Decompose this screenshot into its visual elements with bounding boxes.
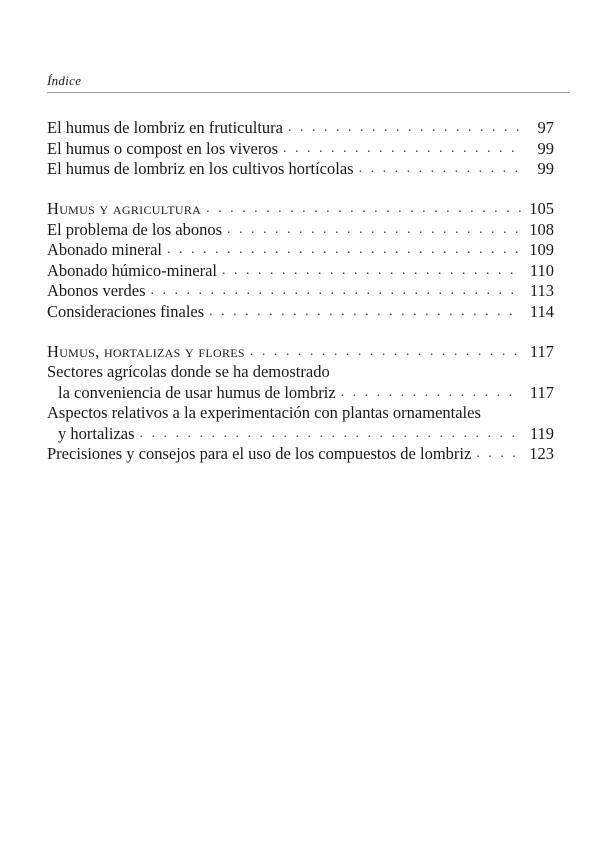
- dot-leader: [250, 342, 521, 363]
- dot-leader: [206, 199, 521, 220]
- dot-leader: [283, 139, 521, 160]
- toc-section-heading: [47, 199, 554, 220]
- toc-entry-page: 109: [529, 240, 554, 259]
- dot-leader: [288, 118, 521, 139]
- toc-entry-page: 113: [529, 281, 554, 300]
- dot-leader: [476, 444, 521, 465]
- toc-entry-page: 114: [529, 301, 554, 321]
- toc-entry-label: Precisiones y consejos para el uso de los compuestos de lombriz: [47, 444, 472, 463]
- toc-entry-page: 99: [537, 159, 554, 178]
- toc-heading-page: 105: [529, 199, 554, 218]
- dot-leader: [140, 424, 521, 445]
- dot-leader: [209, 302, 521, 323]
- toc-entry-page: 110: [529, 260, 554, 280]
- toc-entry-line2: y hortalizas: [58, 423, 135, 443]
- toc-entry: [47, 302, 554, 323]
- toc-entry-page: 119: [529, 423, 554, 443]
- toc-entry-continuation: [47, 383, 554, 404]
- dot-leader: [222, 261, 521, 282]
- dot-leader: [227, 220, 521, 241]
- toc-entry: [47, 159, 554, 180]
- toc-entry: [47, 444, 554, 465]
- dot-leader: [151, 281, 521, 302]
- toc-heading-page: 117: [529, 341, 554, 361]
- toc-entry: [47, 281, 554, 302]
- toc-entry-multiline: [47, 403, 554, 444]
- dot-leader: [341, 383, 521, 404]
- toc-section-heading: [47, 342, 554, 363]
- toc-entry: [47, 118, 554, 139]
- toc-entry: [47, 240, 554, 261]
- toc-entry-label: Consideraciones finales: [47, 301, 205, 321]
- toc-entry-label: Abonos verdes: [47, 281, 146, 300]
- toc-entry-continuation: [47, 424, 554, 445]
- toc-entry-label: Abonado mineral: [47, 240, 163, 259]
- toc-entry: [47, 261, 554, 282]
- toc-entry-page: 99: [537, 138, 554, 158]
- toc-entry-label: El humus de lombriz en los cultivos hortícolas: [47, 159, 354, 178]
- dot-leader: [167, 240, 521, 261]
- toc-entry-page: 117: [529, 382, 554, 402]
- toc-entry-line2: la conveniencia de usar humus de lombriz: [58, 382, 336, 402]
- toc-entry-page: 123: [529, 444, 554, 463]
- toc-entry-line1: Sectores agrícolas donde se ha demostrado: [47, 362, 330, 381]
- dot-leader: [359, 159, 521, 180]
- toc-section-3: [47, 342, 554, 465]
- toc-entry-page: 108: [529, 219, 554, 239]
- toc-entry-label: El humus o compost en los viveros: [47, 138, 278, 158]
- header-title: Índice: [47, 73, 82, 88]
- toc-entry-label: Abonado húmico-mineral: [47, 260, 217, 280]
- table-of-contents: [47, 118, 554, 484]
- toc-section-1: [47, 118, 554, 180]
- toc-entry-label: El problema de los abonos: [47, 219, 223, 239]
- toc-heading-label: Humus, hortalizas y flores: [47, 341, 245, 361]
- toc-section-2: [47, 199, 554, 322]
- toc-entry-page: 97: [537, 118, 554, 137]
- toc-entry: [47, 220, 554, 241]
- toc-entry: [47, 139, 554, 160]
- toc-entry-line1: Aspectos relativos a la experimentación con plantas ornamentales: [47, 403, 481, 422]
- toc-heading-label: Humus y agricultura: [47, 199, 202, 218]
- toc-entry-multiline: [47, 362, 554, 403]
- toc-entry-label: El humus de lombriz en fruticultura: [47, 118, 283, 137]
- running-header: [47, 68, 570, 93]
